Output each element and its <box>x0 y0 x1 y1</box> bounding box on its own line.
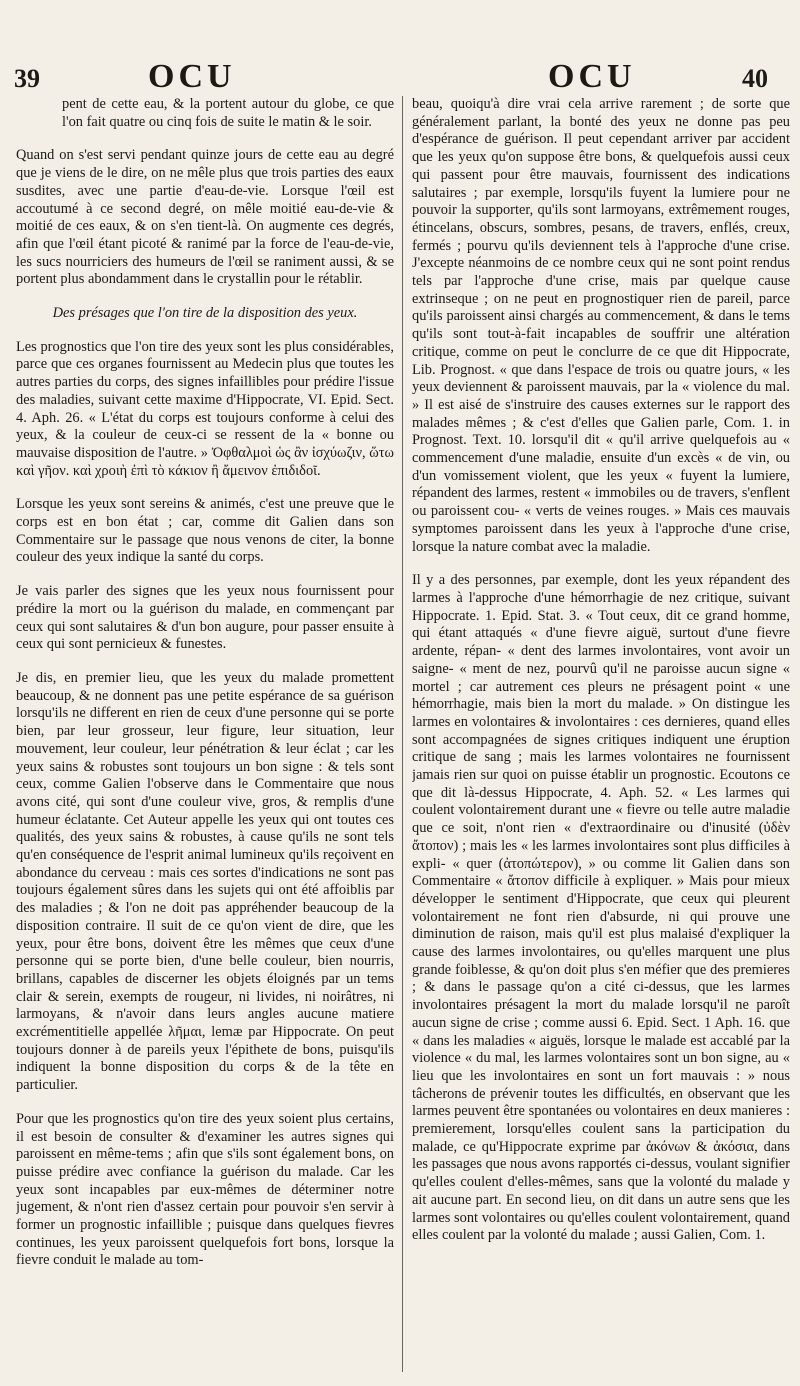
running-head-left: OCU <box>148 58 236 95</box>
paragraph: Pour que les prognostics qu'on tire des yeux soient plus certains, il est besoin de consulter & d'examiner les autres signes qui paroissent en même-tems ; afin que s'ils sont également bons, on puisse prédire avec confiance la guérison du malade. Car les yeux sont incapables par eux-mêmes de déterminer notre jugement, & n'ont rien d'assez certain pour pouvoir s'en servir à former un prognostic infaillible ; puisque dans quelques fievres continues, les yeux paroissent quelquefois fort bons, lorsque la fievre conduit le malade au tom- <box>16 1110 394 1269</box>
running-head-right: OCU <box>548 58 636 95</box>
paragraph: Quand on s'est servi pendant quinze jours de cette eau au degré que je viens de le dire, on ne mêle plus que trois parties des eaux susdites, avec une partie d'eau-de-vie. Lorsque l'œil est accoutumé à ce second degré, on mêle moitié eau-de-vie & moitié de ces eaux, & on s'en tient-là. On augmente ces degrés, afin que l'œil étant picoté & ranimé par la force de l'eau-de-vie, les sucs nourriciers des humeurs de l'œil se raniment aussi, & se portent plus abondamment dans le crystallin pour le rétablir. <box>16 147 394 288</box>
paragraph: Il y a des personnes, par exemple, dont les yeux répandent des larmes à l'approche d'une hémorrhagie de nez critique, suivant Hippocrate. 1. Epid. Stat. 3. « Tout ceux, dit ce grand homme, qui étant attaqués « d'une fievre aiguë, surtout d'une fievre ardente, répan- « dent des larmes involontaires, vont avoir un saigne- « ment de nez, pourvû qu'il ne paroisse aucun signe « mortel ; car autrement ces pleurs ne présagent point « une hémorrhagie, mais bien la mort du malade. » On distingue les larmes en volontaires & involontaires : ces dernieres, quand elles sont accompagnées de signes critiques indiquent une éruption critique de sang ; mais les larmes volontaires ne fournissent jamais rien sur quoi on puisse établir un prognostic. Ecoutons ce que dit là-dessus Hippocrate, 4. Aph. 52. « Les larmes qui coulent volontairement durant une « fievre ou telle autre maladie que ce soit, n'ont rien « d'extraordinaire ou d'inusité (ὐδὲν ἄτοπον) ; mais les « les larmes involontaires sont plus difficiles à expli- « quer (ἀτοπώτερον), » ou comme lit Galien dans son Commentaire « ἄτοπον difficile à expliquer. » Mais pour mieux développer le sentiment d'Hippocrate, que ceux qui pleurent volontairement ne font rien d'absurde, ni qui prouve une diminution de raison, mais qu'il est plus malaisé d'expliquer la cause des larmes involontaires, ou qu'elles marquent une plus grande foiblesse, & qu'on doit plus s'en méfier que des premieres ; & dans le passage qu'on a cité ci-dessus, que les larmes involontaires présagent la mort du malade lorsqu'il ne paroît aucun signe de crise ; comme aussi 6. Epid. Sect. 1 Aph. 16. que « dans les maladies « aiguës, lorsque le malade est accablé par la violence « du mal, les larmes volontaires sont un bon signe, au « lieu que les involontaires en sont un fort mauvais : » nous tâcherons de prévenir toutes les difficultés, en observant que les larmes peuvent être spontanées ou volontaires en deux manieres : premierement, lorsqu'elles coulent sans la participation du malade, ce qu'Hippocrate exprime par ἀκόνων & ἀκόσια, dans les passages que nous avons rapportés ci-dessus, voulant signifier qu'elles coulent d'elles-mêmes, sans que la volonté du malade y ait aucune part. En second lieu, on dit dans un autre sens que les larmes sont volontaires ou qu'elles coulent volontairement, quand elles coulent par la volonté du malade ; aussi Galien, Com. 1. <box>412 572 790 1244</box>
page-header <box>0 58 800 98</box>
paragraph: Je vais parler des signes que les yeux nous fournissent pour prédire la mort ou la guérison du malade, en commençant par ceux qui sont salutaires & d'un bon augure, pour passer ensuite à ceux qui sont pernicieux & funestes. <box>16 583 394 653</box>
page-number-right: 40 <box>742 64 768 93</box>
paragraph: Lorsque les yeux sont sereins & animés, c'est une preuve que le corps est en bon état ; car, comme dit Galien dans son Commentaire sur le passage que nous venons de citer, la bonne couleur des yeux indique la santé du corps. <box>16 496 394 566</box>
paragraph: pent de cette eau, & la portent autour du globe, ce que l'on fait quatre ou cinq fois de suite le matin & le soir. <box>62 96 394 130</box>
right-column <box>412 96 790 1372</box>
column-divider <box>402 96 403 1372</box>
paragraph: Je dis, en premier lieu, que les yeux du malade promettent beaucoup, & ne donnent pas une petite espérance de sa guérison lorsqu'ils ne different en rien de ceux d'une personne qui se porte bien, par leur grosseur, leur figure, leur situation, leur mouvement, leur couleur, leur pénétration & leur éclat ; car les yeux sains & robustes sont toujours un bon signe : & tels sont ceux, comme Galien l'observe dans le Commentaire que nous avons cité, qui sont d'une couleur vive, gros, & remplis d'une humeur éclatante. Cet Auteur appelle les yeux qui ont toutes ces qualités, des yeux sains & robustes, à cause qu'ils ne sont tels qu'en conséquence de l'esprit animal lumineux qu'ils reçoivent en abondance du cerveau : mais ces sortes d'indications ne sont pas toujours également sûres dans les sujets qui ont été affoiblis par des maladies ; & l'on ne doit pas appréhender beaucoup de la disposition contraire. Il suit de ce qu'on vient de dire, que les yeux, pour être bons, doivent être les mêmes que ceux d'une personne qui se porte bien, d'une belle couleur, bien nourris, brillans, capables de discerner les objets éloignés par un tems clair & serein, exempts de rougeur, ni livides, ni noirâtres, ni larmoyans, & n'avoir dans leurs angles aucune matiere excrémentitielle appellée λῆμαι, lemæ par Hippocrate. On peut toujours donner à de pareils yeux l'épithete de bons, puisqu'ils indiquent la bonne disposition du corps & de la tête en particulier. <box>16 669 394 1094</box>
left-column <box>16 96 394 1372</box>
page-number-left: 39 <box>14 64 40 93</box>
paragraph: Les prognostics que l'on tire des yeux sont les plus considérables, parce que ces organes fournissent au Medecin plus que toutes les autres parties du corps, des signes infaillibles pour prédire l'issue des maladies, suivant cette maxime d'Hippocrate, VI. Epid. Sect. 4. Aph. 26. « L'état du corps est toujours conforme à celui des yeux, & la couleur de ceux-ci se ressent de la « bonne ou mauvaise disposition de l'autre. » Ὀφθαλμοὶ ὡς ἂν ἰσχύωζιν, ὥτω καὶ γῆον. καὶ χροιὴ ἐπὶ τὸ κάκιον ἢ ἄμεινον ἐπιδιδοῖ. <box>16 338 394 479</box>
paragraph: beau, quoiqu'à dire vrai cela arrive rarement ; de sorte que généralement parlant, la bonté des yeux ne donne pas peu d'espérance de guérison. Il peut cependant arriver par accident que les yeux qu'on suppose être bons, & quelquefois aussi ceux qui passent pour être mauvais, fournissent des indications salutaires ; par exemple, lorsqu'ils fuyent la lumiere pour ne pouvoir la supporter, qu'ils sont larmoyans, extrêmement rouges, étincelans, obscurs, sombres, pesans, de travers, enflés, creux, fermés ; pourvu qu'ils deviennent tels à l'approche d'une crise. J'excepte néanmoins de ce nombre ceux qui ne sont point rendus tels par l'approche d'une crise, mais par quelque cause extrinseque ; on ne peut en prognostiquer rien de pareil, parce qu'ils paroissent ainsi chargés au commencement, & dans le tems qu'ils sont tout-à-fait incapables de souffrir une altération critique, comme on peut le conclurre de ce que dit Hippocrate, Lib. Prognost. « que dans l'espace de trois ou quatre jours, « les yeux deviennent & paroissent mauvais, par la « violence du mal. » Il est aisé de s'instruire des causes externes sur le rapport des malades mêmes ; & c'est d'elles que Galien parle, Com. 1. in Prognost. Text. 10. lorsqu'il dit « qu'il arrive quelquefois au « commencement d'une maladie, ensuite d'un excès « de vin, ou d'un vomissement violent, que les yeux « fuyent la lumiere, répandent des larmes, restent « immobiles ou de travers, s'enflent ou paroissent cou- « verts de veines rouges. » Mais ces mauvais symptomes paroissent dans les yeux à l'approche d'une crise, lorsque la nature combat avec la maladie. <box>412 96 790 555</box>
section-heading: Des présages que l'on tire de la disposition des yeux. <box>52 305 358 322</box>
